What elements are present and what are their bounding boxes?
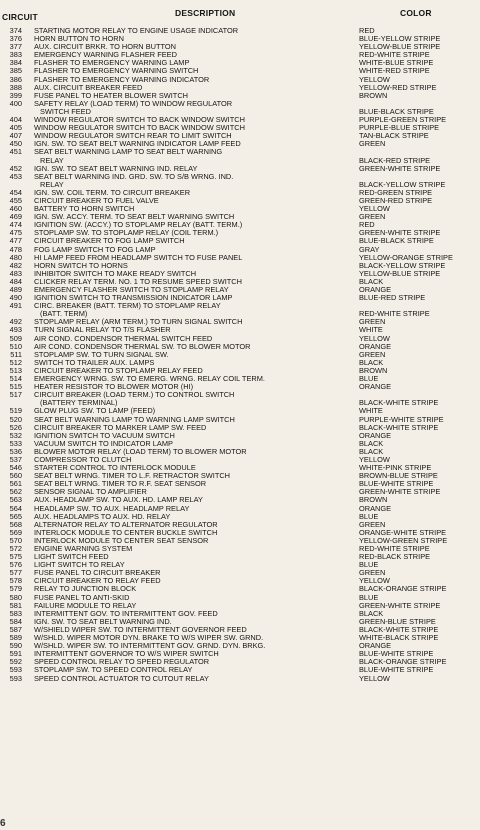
description-line: ALTERNATOR RELAY TO ALTERNATOR REGULATOR xyxy=(34,519,218,529)
description-line: (BATT. TERM) xyxy=(40,309,88,319)
circuit-number: 489 xyxy=(9,285,22,294)
table-row xyxy=(0,148,480,164)
wire-color xyxy=(359,148,480,164)
color-line: GREEN xyxy=(359,139,386,149)
circuit-number: 593 xyxy=(9,673,22,683)
color-line: BROWN xyxy=(359,90,388,100)
description-line: EMERGENCY WARNING FLASHER FEED xyxy=(34,50,177,60)
description-line: HEATER RESISTOR TO BLOWER MOTOR (HI) xyxy=(34,382,194,392)
description-line: CIRCUIT BREAKER TO RELAY FEED xyxy=(34,576,161,586)
description-line: IGN. SW. TO SEAT BELT WARNING INDICATOR LAMP FEED xyxy=(34,139,241,149)
circuit-number: 579 xyxy=(9,584,22,594)
description-line: STARTING MOTOR RELAY TO ENGINE USAGE INDICATOR xyxy=(34,26,239,35)
circuit-number: 514 xyxy=(9,374,22,384)
color-line: WHITE-BLACK STRIPE xyxy=(359,633,439,643)
circuit-number: 587 xyxy=(9,624,22,634)
circuit-number: 388 xyxy=(9,82,22,92)
description-line: WINDOW REGULATOR SWITCH REAR TO LIMIT SWITCH xyxy=(34,131,232,141)
description-line: INTERLOCK MODULE TO CENTER BUCKLE SWITCH xyxy=(34,527,218,537)
circuit-column-header: CIRCUIT xyxy=(2,12,38,22)
description-line: IGN. SW. COIL TERM. TO CIRCUIT BREAKER xyxy=(34,187,191,197)
description-line: VACUUM SWITCH TO INDICATOR LAMP xyxy=(34,438,173,448)
circuit-number: 592 xyxy=(9,657,22,667)
circuit-number: 513 xyxy=(9,365,22,375)
color-line: RED xyxy=(359,26,375,35)
color-line: BLACK-ORANGE STRIPE xyxy=(359,584,447,594)
description-line: SEAT BELT WARNING IND. GRD. SW. TO S/B WRNG. IND. xyxy=(34,171,234,181)
circuit-number: 520 xyxy=(9,414,22,424)
color-line: BLUE-WHITE STRIPE xyxy=(359,649,434,659)
color-line: GREEN xyxy=(359,519,386,529)
circuit-number: 536 xyxy=(9,446,22,456)
circuit-number: 474 xyxy=(9,220,22,230)
description-line: FLASHER TO EMERGENCY WARNING LAMP xyxy=(34,58,190,68)
description-line: RELAY xyxy=(40,179,64,189)
color-line: BLACK-WHITE STRIPE xyxy=(359,624,439,634)
circuit-number: 477 xyxy=(9,236,22,246)
color-line: BROWN xyxy=(359,365,388,375)
circuit-number: 563 xyxy=(9,495,22,505)
circuit-number: 575 xyxy=(9,552,22,562)
color-line: GREEN xyxy=(359,568,386,578)
color-line: YELLOW xyxy=(359,333,390,343)
description-line: STOPLAMP RELAY (ARM TERM.) TO TURN SIGNAL SWITCH xyxy=(34,317,243,327)
description-line: CIRCUIT BREAKER TO MARKER LAMP SW. FEED xyxy=(34,422,207,432)
circuit-table xyxy=(0,27,480,683)
description-line: ENGINE WARNING SYSTEM xyxy=(34,544,133,553)
wire-color xyxy=(359,383,480,391)
circuit-description xyxy=(34,100,356,116)
circuit-number: 450 xyxy=(9,139,22,149)
circuit-number: 526 xyxy=(9,422,22,432)
description-line: FUSE PANEL TO ANTI-SKID xyxy=(34,592,130,602)
description-line: WINDOW REGULATOR SWITCH TO BACK WINDOW SWITCH xyxy=(34,123,245,133)
color-line: BLUE xyxy=(359,560,379,570)
circuit-number: 460 xyxy=(9,204,22,214)
color-line: BLACK xyxy=(359,438,384,448)
description-line: STOPLAMP SW. TO TURN SIGNAL SW. xyxy=(34,349,169,359)
description-line: RELAY TO JUNCTION BLOCK xyxy=(34,584,137,594)
description-line: SEAT BELT WARNING LAMP TO WARNING LAMP SWITCH xyxy=(34,414,235,424)
color-line: ORANGE xyxy=(359,382,392,392)
circuit-number: 572 xyxy=(9,544,22,553)
description-line: CIRCUIT BREAKER (LOAD TERM.) TO CONTROL SWITCH xyxy=(34,390,235,400)
description-line: WINDOW REGULATOR SWITCH TO BACK WINDOW SWITCH xyxy=(34,115,245,125)
wire-color xyxy=(359,173,480,189)
description-line: W/SHLD. WIPER MOTOR DYN. BRAKE TO W/S WIPER SW. GRND. xyxy=(34,633,264,643)
color-line: GREEN-WHITE STRIPE xyxy=(359,163,441,173)
color-line: YELLOW-ORANGE STRIPE xyxy=(359,252,453,262)
circuit-description xyxy=(34,173,356,189)
circuit-number: 399 xyxy=(9,90,22,100)
wire-color xyxy=(359,92,480,100)
color-line: ORANGE xyxy=(359,430,392,440)
color-line: PURPLE-WHITE STRIPE xyxy=(359,414,444,424)
circuit-number: 384 xyxy=(9,58,22,68)
color-line: YELLOW-GREEN STRIPE xyxy=(359,535,448,545)
color-line: BLACK-WHITE STRIPE xyxy=(359,398,439,408)
color-line: WHITE xyxy=(359,325,383,335)
wire-color xyxy=(359,294,480,302)
description-line: SEAT BELT WRNG. TIMER TO R.F. SEAT SENSOR xyxy=(34,479,207,489)
description-line: CIRC. BREAKER (BATT. TERM) TO STOPLAMP RELAY xyxy=(34,301,221,311)
circuit-number: 453 xyxy=(9,171,22,181)
circuit-number: 515 xyxy=(9,382,22,392)
circuit-number: 374 xyxy=(9,26,22,35)
circuit-number: 482 xyxy=(9,260,22,270)
circuit-number: 580 xyxy=(9,592,22,602)
description-line: CIRCUIT BREAKER TO FUEL VALVE xyxy=(34,195,159,205)
description-line: W/SHIELD WIPER SW. TO INTERMITTENT GOVERNOR FEED xyxy=(34,624,247,634)
description-line: CIRCUIT BREAKER TO FOG LAMP SWITCH xyxy=(34,236,185,246)
table-row xyxy=(0,173,480,189)
color-line: BLACK-YELLOW STRIPE xyxy=(359,179,446,189)
circuit-number: 560 xyxy=(9,471,22,481)
circuit-number: 469 xyxy=(9,212,22,222)
description-line: INTERLOCK MODULE TO CENTER SEAT SENSOR xyxy=(34,535,209,545)
circuit-number: 492 xyxy=(9,317,22,327)
color-line: YELLOW xyxy=(359,576,390,586)
circuit-number: 483 xyxy=(9,268,22,278)
color-line: ORANGE xyxy=(359,641,392,651)
circuit-number: 537 xyxy=(9,454,22,464)
description-line: HORN SWITCH TO HORNS xyxy=(34,260,128,270)
description-line: LIGHT SWITCH TO RELAY xyxy=(34,560,125,570)
circuit-number: 478 xyxy=(9,244,22,254)
circuit-number: 455 xyxy=(9,195,22,205)
description-line: IGN. SW. TO SEAT BELT WARNING IND. RELAY xyxy=(34,163,198,173)
description-line: SAFETY RELAY (LOAD TERM) TO WINDOW REGULATOR xyxy=(34,98,233,108)
description-line: GLOW PLUG SW. TO LAMP (FEED) xyxy=(34,406,156,416)
color-line: GREEN xyxy=(359,212,386,222)
description-line: SEAT BELT WARNING LAMP TO SEAT BELT WARNING xyxy=(34,147,223,157)
description-line: IGN. SW. TO SEAT BELT WARNING IND. xyxy=(34,616,172,626)
circuit-description xyxy=(34,148,356,164)
color-line: YELLOW-BLUE STRIPE xyxy=(359,42,441,52)
circuit-number: 454 xyxy=(9,187,22,197)
color-line: BLUE-RED STRIPE xyxy=(359,293,426,303)
description-line: BATTERY TO HORN SWITCH xyxy=(34,204,135,214)
description-line: CIRCUIT BREAKER TO STOPLAMP RELAY FEED xyxy=(34,365,203,375)
circuit-number: 517 xyxy=(9,390,22,400)
description-line: AUX. HEADLAMP SW. TO AUX. HD. LAMP RELAY xyxy=(34,495,203,505)
description-line: FUSE PANEL TO CIRCUIT BREAKER xyxy=(34,568,161,578)
color-line: GREEN-WHITE STRIPE xyxy=(359,228,441,238)
table-row xyxy=(0,302,480,318)
circuit-number: 405 xyxy=(9,123,22,133)
description-line: BLOWER MOTOR RELAY (LOAD TERM) TO BLOWER MOTOR xyxy=(34,446,247,456)
description-line: COMPRESSOR TO CLUTCH xyxy=(34,454,132,464)
circuit-number: 565 xyxy=(9,511,22,521)
circuit-number: 512 xyxy=(9,357,22,367)
circuit-number: 577 xyxy=(9,568,22,578)
circuit-number: 480 xyxy=(9,252,22,262)
wire-color xyxy=(359,100,480,116)
description-line: AUX. CIRCUIT BREAKER FEED xyxy=(34,82,143,92)
description-line: IGNITION SW. (ACCY.) TO STOPLAMP RELAY (BATT. TERM.) xyxy=(34,220,243,230)
description-line: STARTER CONTROL TO INTERLOCK MODULE xyxy=(34,463,196,473)
color-line: GREEN-RED STRIPE xyxy=(359,195,433,205)
description-line: SPEED CONTROL RELAY TO SPEED REGULATOR xyxy=(34,657,210,667)
color-line: ORANGE-WHITE STRIPE xyxy=(359,527,447,537)
circuit-number: 491 xyxy=(9,301,22,311)
circuit-number: 590 xyxy=(9,641,22,651)
color-line: WHITE xyxy=(359,406,383,416)
color-line: WHITE-RED STRIPE xyxy=(359,66,430,76)
circuit-number: 532 xyxy=(9,430,22,440)
description-line: (BATTERY TERMINAL) xyxy=(40,398,118,408)
wire-color xyxy=(359,302,480,318)
wire-color xyxy=(359,675,480,683)
description-line: FAILURE MODULE TO RELAY xyxy=(34,600,137,610)
color-line: YELLOW xyxy=(359,673,390,683)
description-column-header: DESCRIPTION xyxy=(175,8,236,18)
description-line: AUX. CIRCUIT BRKR. TO HORN BUTTON xyxy=(34,42,176,52)
circuit-number: 569 xyxy=(9,527,22,537)
wire-color xyxy=(359,165,480,173)
color-column-header: COLOR xyxy=(400,8,432,18)
color-line: BLUE-BLACK STRIPE xyxy=(359,106,434,116)
color-line: YELLOW-BLUE STRIPE xyxy=(359,268,441,278)
description-line: TURN SIGNAL RELAY TO T/S FLASHER xyxy=(34,325,171,335)
color-line: GREEN-WHITE STRIPE xyxy=(359,600,441,610)
color-line: RED-BLACK STRIPE xyxy=(359,552,431,562)
color-line: BLUE-YELLOW STRIPE xyxy=(359,34,441,44)
color-line: YELLOW xyxy=(359,204,390,214)
description-line: HEADLAMP SW. TO AUX. HEADLAMP RELAY xyxy=(34,503,190,513)
description-line: SWITCH FEED xyxy=(40,106,91,116)
circuit-number: 564 xyxy=(9,503,22,513)
color-line: YELLOW xyxy=(359,74,390,84)
circuit-number: 576 xyxy=(9,560,22,570)
color-line: PURPLE-GREEN STRIPE xyxy=(359,115,447,125)
description-line: AIR COND. CONDENSOR THERMAL SW. TO BLOWER MOTOR xyxy=(34,341,251,351)
circuit-number: 377 xyxy=(9,42,22,52)
color-line: BLACK-ORANGE STRIPE xyxy=(359,657,447,667)
circuit-number: 570 xyxy=(9,535,22,545)
color-line: BLACK-RED STRIPE xyxy=(359,155,431,165)
circuit-number: 407 xyxy=(9,131,22,141)
color-line: ORANGE xyxy=(359,285,392,294)
description-line: EMERGENCY WRNG. SW. TO EMERG. WRNG. RELAY COIL TERM. xyxy=(34,374,265,384)
description-line: INTERMITTENT GOVERNOR TO W/S WIPER SWITCH xyxy=(34,649,219,659)
color-line: BLUE-WHITE STRIPE xyxy=(359,665,434,675)
description-line: SPEED CONTROL ACTUATOR TO CUTOUT RELAY xyxy=(34,673,209,683)
color-line: GREEN xyxy=(359,349,386,359)
circuit-number: 519 xyxy=(9,406,22,416)
circuit-number: 475 xyxy=(9,228,22,238)
circuit-number: 589 xyxy=(9,633,22,643)
color-line: RED-WHITE STRIPE xyxy=(359,309,430,319)
color-line: ORANGE xyxy=(359,503,392,513)
color-line: GRAY xyxy=(359,244,380,254)
description-line: EMERGENCY FLASHER SWITCH TO STOPLAMP RELAY xyxy=(34,285,229,294)
circuit-number: 546 xyxy=(9,463,22,473)
color-line: RED-GREEN STRIPE xyxy=(359,187,433,197)
color-line: BROWN-BLUE STRIPE xyxy=(359,471,438,481)
color-line: BLUE-WHITE STRIPE xyxy=(359,479,434,489)
circuit-number: 533 xyxy=(9,438,22,448)
description-line: FLASHER TO EMERGENCY WARNING INDICATOR xyxy=(34,74,210,84)
page-number: 6 xyxy=(0,818,6,829)
color-line: ORANGE xyxy=(359,341,392,351)
circuit-number: 562 xyxy=(9,487,22,497)
color-line: YELLOW-RED STRIPE xyxy=(359,82,437,92)
circuit-number: 561 xyxy=(9,479,22,489)
color-line: GREEN xyxy=(359,317,386,327)
description-line: AUX. HEADLAMPS TO AUX. HD. RELAY xyxy=(34,511,171,521)
color-line: BROWN xyxy=(359,495,388,505)
color-line: BLACK xyxy=(359,446,384,456)
circuit-description xyxy=(34,302,356,318)
description-line: IGNITION SWITCH TO TRANSMISSION INDICATOR LAMP xyxy=(34,293,233,303)
description-line: STOPLAMP SW. TO STOPLAMP RELAY (COIL TERM.) xyxy=(34,228,219,238)
description-line: STOPLAMP SW. TO SPEED CONTROL RELAY xyxy=(34,665,193,675)
color-line: BLUE-BLACK STRIPE xyxy=(359,236,434,246)
color-line: TAN-BLACK STRIPE xyxy=(359,131,429,141)
color-line: PURPLE-BLUE STRIPE xyxy=(359,123,440,133)
color-line: BLUE xyxy=(359,511,379,521)
description-line: FLASHER TO EMERGENCY WARNING SWITCH xyxy=(34,66,199,76)
color-line: WHITE-PINK STRIPE xyxy=(359,463,432,473)
circuit-number: 591 xyxy=(9,649,22,659)
circuit-number: 451 xyxy=(9,147,22,157)
color-line: BLACK-WHITE STRIPE xyxy=(359,422,439,432)
description-line: INTERMITTENT GOV. TO INTERMITTENT GOV. FEED xyxy=(34,608,218,618)
color-line: BLACK-YELLOW STRIPE xyxy=(359,260,446,270)
description-line: AIR COND. CONDENSOR THERMAL SWITCH FEED xyxy=(34,333,213,343)
wire-color xyxy=(359,213,480,221)
description-line: IGN. SW. ACCY. TERM. TO SEAT BELT WARNING SWITCH xyxy=(34,212,235,222)
description-line: SENSOR SIGNAL TO AMPLIFIER xyxy=(34,487,147,497)
circuit-number: 400 xyxy=(9,98,22,108)
color-line: GREEN-BLUE STRIPE xyxy=(359,616,436,626)
wire-color xyxy=(359,391,480,407)
circuit-number: 404 xyxy=(9,115,22,125)
circuit-number: 452 xyxy=(9,163,22,173)
circuit-description xyxy=(34,675,356,683)
description-line: FUSE PANEL TO HEATER BLOWER SWITCH xyxy=(34,90,188,100)
description-line: HI LAMP FEED FROM HEADLAMP SWITCH TO FUSE PANEL xyxy=(34,252,243,262)
description-line: LIGHT SWITCH FEED xyxy=(34,552,109,562)
circuit-number: 386 xyxy=(9,74,22,84)
description-line: IGNITION SWITCH TO VACUUM SWITCH xyxy=(34,430,175,440)
circuit-number: 581 xyxy=(9,600,22,610)
color-line: BLACK xyxy=(359,357,384,367)
color-line: BLUE xyxy=(359,592,379,602)
circuit-number: 484 xyxy=(9,276,22,286)
circuit-number: 383 xyxy=(9,50,22,60)
circuit-number: 376 xyxy=(9,34,22,44)
color-line: RED-WHITE STRIPE xyxy=(359,50,430,60)
circuit-number: 584 xyxy=(9,616,22,626)
description-line: W/SHLD. WIPER SW. TO INTERMITTENT GOV. GRND. DYN. BRKG. xyxy=(34,641,266,651)
color-line: BLUE xyxy=(359,374,379,384)
circuit-number: 511 xyxy=(10,349,22,359)
circuit-number: 578 xyxy=(9,576,22,586)
color-line: BLACK xyxy=(359,608,384,618)
circuit-number: 509 xyxy=(9,333,22,343)
description-line: SEAT BELT WRNG. TIMER TO L.F. RETRACTOR SWITCH xyxy=(34,471,231,481)
circuit-number: 568 xyxy=(9,519,22,529)
color-line: RED xyxy=(359,220,375,230)
circuit-number: 493 xyxy=(9,325,22,335)
description-line: CLICKER RELAY TERM. NO. 1 TO RESUME SPEED SWITCH xyxy=(34,276,242,286)
table-row xyxy=(0,100,480,116)
description-line: FOG LAMP SWITCH TO FOG LAMP xyxy=(34,244,156,254)
color-line: BLACK xyxy=(359,276,384,286)
circuit-number: 510 xyxy=(9,341,22,351)
circuit-number: 583 xyxy=(9,608,22,618)
description-line: SWITCH TO TRAILER AUX. LAMPS xyxy=(34,357,155,367)
description-line: HORN BUTTON TO HORN xyxy=(34,34,124,44)
wire-color xyxy=(359,140,480,148)
table-row xyxy=(0,675,480,683)
description-line: RELAY xyxy=(40,155,64,165)
circuit-number: 385 xyxy=(9,66,22,76)
color-line: GREEN-WHITE STRIPE xyxy=(359,487,441,497)
table-row xyxy=(0,391,480,407)
description-line: INHIBITOR SWITCH TO MAKE READY SWITCH xyxy=(34,268,197,278)
circuit-number: 490 xyxy=(9,293,22,303)
circuit-description xyxy=(34,391,356,407)
color-line: WHITE-BLUE STRIPE xyxy=(359,58,434,68)
color-line: RED-WHITE STRIPE xyxy=(359,544,430,553)
color-line: YELLOW xyxy=(359,454,390,464)
circuit-number: 593 xyxy=(9,665,22,675)
